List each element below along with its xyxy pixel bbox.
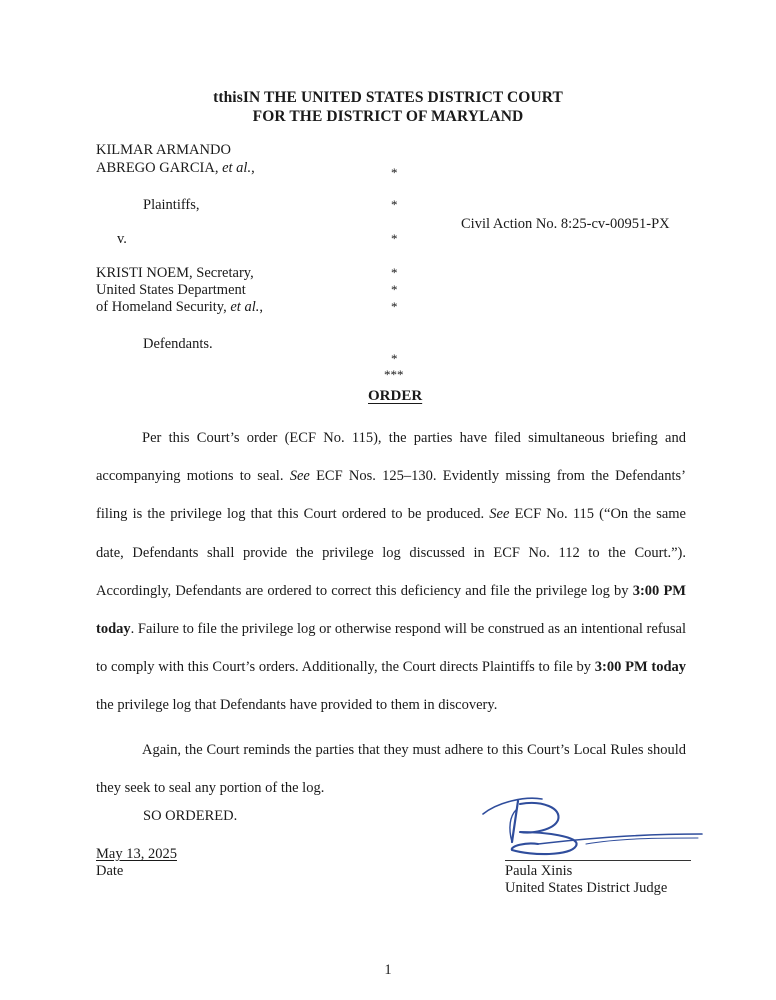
versus-label: v. bbox=[117, 231, 127, 247]
date-value: May 13, 2025 bbox=[96, 846, 177, 862]
signature-scribble-icon bbox=[480, 792, 710, 862]
order-paragraph-1: Per this Court’s order (ECF No. 115), the parties have filed simultaneous briefing and accompanying motions to seal. See ECF Nos. 125–130. Evidently missing from the Defendants’ filing is the privilege log that this Court ordered to be produced. See ECF No. 115 (“On the same date, Defendants shall provide the privilege log discussed in ECF No. 112 to the Court.”). Accordingly, Defendants are ordered to correct this deficiency and file the privilege log by 3:00 PM today. Failure to file the privilege log or otherwise respond will be construed as an intentional refusal to comply with this Court’s orders. Additionally, the Court directs Plaintiffs to file by 3:00 PM today the privilege log that Defendants have provided to them in discovery. bbox=[96, 430, 687, 714]
court-header-line-2: FOR THE DISTRICT OF MARYLAND bbox=[252, 108, 524, 125]
caption-star: * bbox=[391, 351, 398, 366]
plaintiffs-label: Plaintiffs, bbox=[143, 197, 200, 213]
civil-action-number: Civil Action No. 8:25-cv-00951-PX bbox=[461, 216, 670, 232]
order-title: ORDER bbox=[368, 388, 423, 404]
caption-star: * bbox=[391, 282, 398, 297]
defendant-line-2: United States Department bbox=[96, 282, 246, 298]
caption-stars-triple: *** bbox=[384, 367, 404, 382]
judge-title: United States District Judge bbox=[505, 880, 668, 896]
page-number: 1 bbox=[384, 961, 392, 978]
signature-line bbox=[505, 860, 691, 861]
defendant-line-3: of Homeland Security, et al., bbox=[96, 299, 263, 315]
defendant-line-1: KRISTI NOEM, Secretary, bbox=[96, 265, 254, 281]
plaintiff-name-line-2: ABREGO GARCIA, et al., bbox=[96, 160, 255, 176]
judge-name: Paula Xinis bbox=[505, 863, 573, 879]
court-header-line-1: tthisIN THE UNITED STATES DISTRICT COURT bbox=[213, 89, 563, 106]
caption-star: * bbox=[391, 299, 398, 314]
date-label: Date bbox=[96, 863, 124, 879]
order-paragraph-2: Again, the Court reminds the parties that they must adhere to this Court’s Local Rules should they seek to seal any portion of the log. bbox=[96, 742, 686, 797]
judge-signature bbox=[480, 792, 710, 867]
so-ordered: SO ORDERED. bbox=[143, 808, 238, 824]
caption-star: * bbox=[391, 197, 398, 212]
defendants-label: Defendants. bbox=[143, 336, 213, 352]
caption-star: * bbox=[391, 165, 398, 180]
caption-star: * bbox=[391, 231, 398, 246]
plaintiff-name-line-1: KILMAR ARMANDO bbox=[96, 142, 231, 158]
caption-star: * bbox=[391, 265, 398, 280]
